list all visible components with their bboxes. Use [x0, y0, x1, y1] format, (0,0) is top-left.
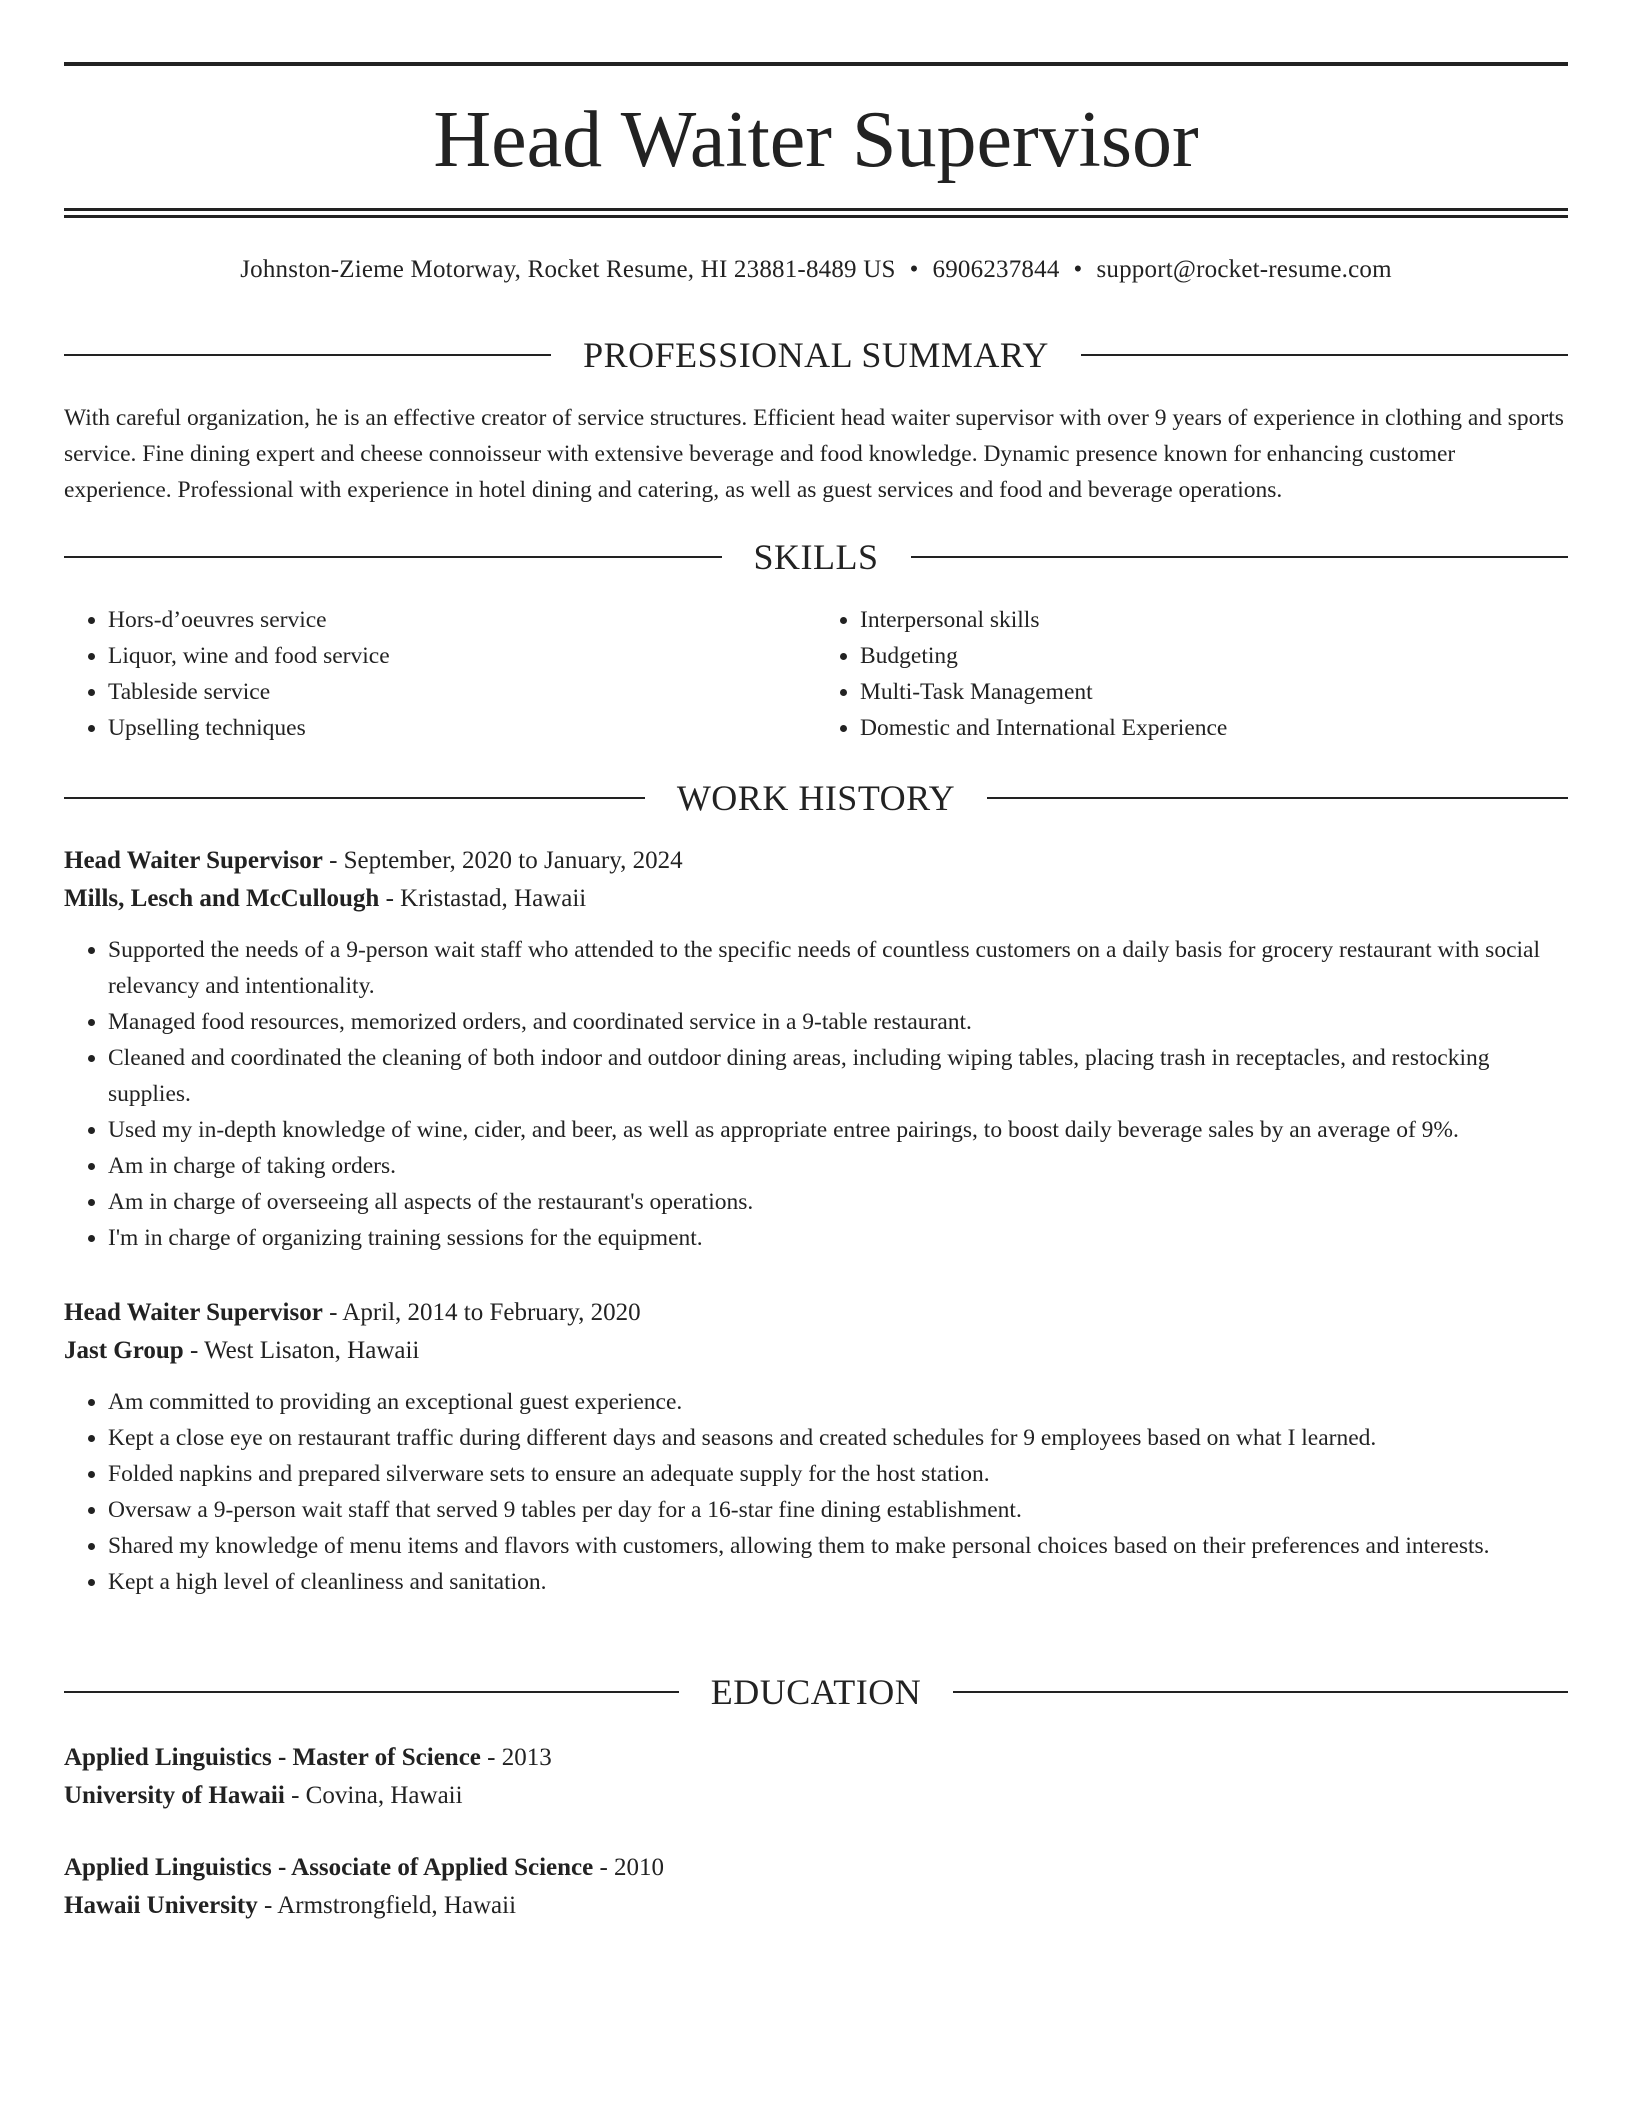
job-bullet: • Shared my knowledge of menu items and flavors with customers, allowing them to make personal choices based on their preferences and interests. — [108, 1528, 1568, 1564]
skill-item: • Liquor, wine and food service — [108, 638, 816, 674]
education-degree-line — [64, 1739, 1568, 1777]
heading-rule-right — [953, 1691, 1568, 1693]
education-degree: Applied Linguistics - Associate of Applied Science — [64, 1854, 594, 1881]
job-bullet: • Supported the needs of a 9-person wait staff who attended to the specific needs of countless customers on a daily basis for grocery restaurant with social relevancy and intentionality. — [108, 932, 1568, 1004]
job-bullet: • Used my in-depth knowledge of wine, cider, and beer, as well as appropriate entree pairings, to boost daily beverage sales by an average of 9%. — [108, 1112, 1568, 1148]
heading-rule-right — [987, 797, 1568, 799]
contact-address: Johnston-Zieme Motorway, Rocket Resume, HI 23881-8489 US — [240, 256, 896, 283]
job-bullets — [64, 1384, 1568, 1600]
skill-item: • Interpersonal skills — [860, 602, 1568, 638]
job-location: - Kristastad, Hawaii — [379, 885, 587, 912]
job-entry — [64, 1294, 1568, 1600]
contact-line — [64, 252, 1568, 288]
heading-rule-right — [1081, 354, 1568, 356]
job-company: Mills, Lesch and McCullough — [64, 885, 380, 912]
job-bullets — [64, 932, 1568, 1256]
education-year: - 2010 — [593, 1854, 665, 1881]
job-entry — [64, 842, 1568, 1256]
job-dates: - September, 2020 to January, 2024 — [322, 847, 683, 874]
education-entry — [64, 1739, 1568, 1815]
resume-name: Head Waiter Supervisor — [433, 96, 1199, 184]
heading-rule-left — [64, 354, 551, 356]
skill-item: • Hors-d’oeuvres service — [108, 602, 816, 638]
job-title: Head Waiter Supervisor — [64, 847, 323, 874]
education-degree-line — [64, 1849, 1568, 1887]
job-title: Head Waiter Supervisor — [64, 1299, 323, 1326]
education-location: - Covina, Hawaii — [284, 1782, 463, 1809]
double-rule — [64, 208, 1568, 218]
job-bullet: • Managed food resources, memorized orders, and coordinated service in a 9-table restaurant. — [108, 1004, 1568, 1040]
education-school: University of Hawaii — [64, 1782, 285, 1809]
job-bullet: • Am committed to providing an exceptional guest experience. — [108, 1384, 1568, 1420]
contact-separator: • — [1073, 256, 1083, 283]
education-heading-text: EDUCATION — [710, 1672, 922, 1712]
skills-column-right — [816, 602, 1568, 746]
job-company-line — [64, 1332, 1568, 1370]
skill-item: • Tableside service — [108, 674, 816, 710]
job-bullet: • Cleaned and coordinated the cleaning of both indoor and outdoor dining areas, including wiping tables, placing trash in receptacles, and restocking supplies. — [108, 1040, 1568, 1112]
contact-separator: • — [909, 256, 919, 283]
top-rule — [64, 62, 1568, 66]
summary-heading-text: PROFESSIONAL SUMMARY — [583, 335, 1049, 375]
education-location: - Armstrongfield, Hawaii — [257, 1892, 517, 1919]
job-title-line — [64, 842, 1568, 880]
skills-heading — [64, 535, 1568, 579]
job-bullet: • Am in charge of taking orders. — [108, 1148, 1568, 1184]
skill-item: • Multi-Task Management — [860, 674, 1568, 710]
heading-rule-left — [64, 1691, 679, 1693]
summary-text: With careful organization, he is an effective creator of service structures. Efficient head waiter supervisor with over 9 years of experience in clothing and sports service. Fine dining expert and cheese connoisseur with extensive beverage and food knowledge. Dynamic presence known for enhancing customer experience. Professional with experience in hotel dining and catering, as well as guest services and food and beverage operations. — [64, 405, 1564, 503]
job-bullet: • Oversaw a 9-person wait staff that served 9 tables per day for a 16-star fine dining establishment. — [108, 1492, 1568, 1528]
skills-list — [64, 602, 1568, 746]
work-heading-text: WORK HISTORY — [676, 778, 956, 818]
education-degree: Applied Linguistics - Master of Science — [64, 1744, 481, 1771]
skills-heading-text: SKILLS — [753, 537, 879, 577]
skills-column-left — [64, 602, 816, 746]
summary-heading — [64, 333, 1568, 377]
job-company: Jast Group — [64, 1337, 184, 1364]
skill-item: • Domestic and International Experience — [860, 710, 1568, 746]
education-year: - 2013 — [480, 1744, 552, 1771]
job-location: - West Lisaton, Hawaii — [183, 1337, 420, 1364]
job-company-line — [64, 880, 1568, 918]
job-bullet: • Folded napkins and prepared silverware sets to ensure an adequate supply for the host station. — [108, 1456, 1568, 1492]
education-entry — [64, 1849, 1568, 1925]
heading-rule-left — [64, 556, 722, 558]
contact-email: support@rocket-resume.com — [1096, 256, 1392, 283]
skill-item: • Budgeting — [860, 638, 1568, 674]
contact-phone: 6906237844 — [932, 256, 1060, 283]
job-bullet: • I'm in charge of organizing training sessions for the equipment. — [108, 1220, 1568, 1256]
work-heading — [64, 776, 1568, 820]
skill-item: • Upselling techniques — [108, 710, 816, 746]
education-heading — [64, 1670, 1568, 1714]
job-bullet: • Am in charge of overseeing all aspects of the restaurant's operations. — [108, 1184, 1568, 1220]
job-bullet: • Kept a high level of cleanliness and sanitation. — [108, 1564, 1568, 1600]
education-school-line — [64, 1887, 1568, 1925]
heading-rule-left — [64, 797, 645, 799]
job-title-line — [64, 1294, 1568, 1332]
job-dates: - April, 2014 to February, 2020 — [322, 1299, 641, 1326]
job-bullet: • Kept a close eye on restaurant traffic during different days and seasons and created schedules for 9 employees based on what I learned. — [108, 1420, 1568, 1456]
education-school-line — [64, 1777, 1568, 1815]
heading-rule-right — [911, 556, 1569, 558]
education-school: Hawaii University — [64, 1892, 258, 1919]
